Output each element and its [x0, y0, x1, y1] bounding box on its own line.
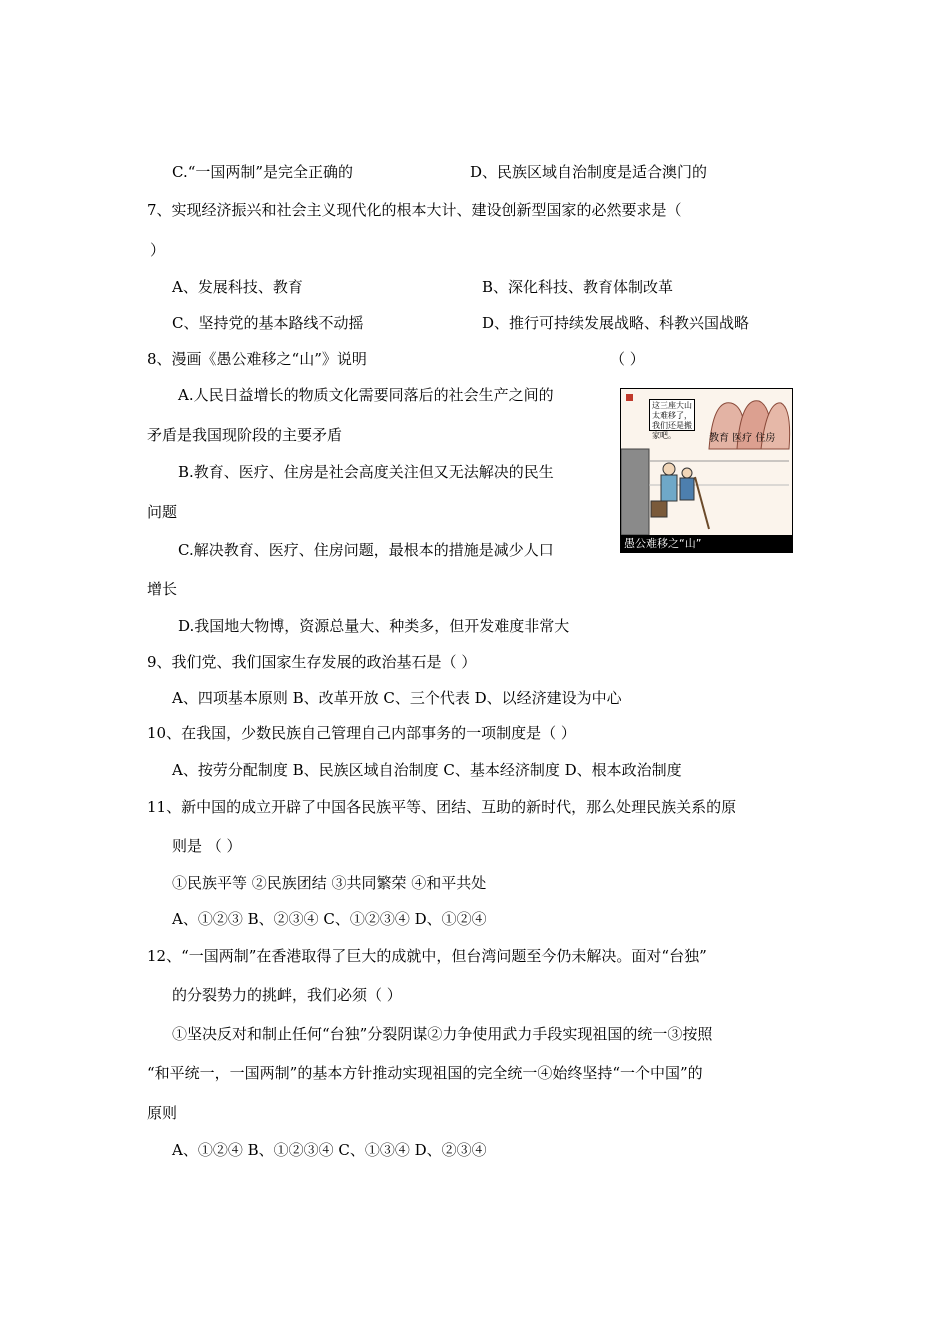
text-line-q8a2: 矛盾是我国现阶段的主要矛盾 — [147, 426, 343, 444]
text-line-q11o: A、①②③ B、②③④ C、①②③④ D、①②④ — [172, 910, 487, 928]
text-line-q8c1: C.解决教育、医疗、住房问题，最根本的措施是减少人口 — [178, 541, 554, 559]
text-line-q7c: C、坚持党的基本路线不动摇 — [172, 314, 364, 332]
text-line-q7bb: B、深化科技、教育体制改革 — [482, 278, 674, 296]
text-line-q12i3: 原则 — [147, 1104, 178, 1122]
text-line-q12o: A、①②④ B、①②③④ C、①③④ D、②③④ — [172, 1141, 487, 1159]
text-line-q11i: ①民族平等 ②民族团结 ③共同繁荣 ④和平共处 — [172, 874, 487, 892]
text-line-q8p: （ ） — [610, 350, 645, 368]
text-line-q8a1: A.人民日益增长的物质文化需要同落后的社会生产之间的 — [178, 386, 554, 404]
text-line-q7a: A、发展科技、教育 — [172, 278, 303, 296]
text-line-q10: 10、在我国，少数民族自己管理自己内部事务的一项制度是（ ） — [147, 724, 576, 742]
text-line-q8: 8、漫画《愚公难移之“山”》说明 — [147, 350, 367, 368]
text-line-q9: 9、我们党、我们国家生存发展的政治基石是（ ） — [147, 653, 477, 671]
mountain-labels: 教育 医疗 住房 — [709, 433, 776, 444]
text-line-q8d: D.我国地大物博，资源总量大、种类多，但开发难度非常大 — [178, 617, 570, 635]
text-line-q12i1: ①坚决反对和制止任何“台独”分裂阴谋②力争使用武力手段实现祖国的统一③按照 — [172, 1025, 713, 1043]
text-line-q8c2: 增长 — [147, 580, 178, 598]
cartoon-caption: 愚公难移之“山” — [621, 535, 792, 552]
text-line-q6c: C.“一国两制”是完全正确的 — [172, 163, 354, 181]
text-line-q7d: D、推行可持续发展战略、科教兴国战略 — [482, 314, 750, 332]
cartoon-drawing — [621, 389, 792, 552]
text-line-q7: 7、实现经济振兴和社会主义现代化的根本大计、建设创新型国家的必然要求是（ — [147, 201, 682, 219]
text-line-q8b1: B.教育、医疗、住房是社会高度关注但又无法解决的民生 — [178, 463, 554, 481]
text-line-q10o: A、按劳分配制度 B、民族区域自治制度 C、基本经济制度 D、根本政治制度 — [172, 761, 682, 779]
text-line-q12i2: “和平统一，一国两制”的基本方针推动实现祖国的完全统一④始终坚持“一个中国”的 — [147, 1064, 703, 1082]
text-line-q7b: ） — [150, 241, 166, 259]
speech-bubble: 这三座大山太难移了，我们还是搬家吧。 — [649, 399, 695, 431]
text-line-q6d: D、民族区域自治制度是适合澳门的 — [470, 163, 708, 181]
text-line-q9o: A、四项基本原则 B、改革开放 C、三个代表 D、以经济建设为中心 — [172, 689, 622, 707]
text-line-q12: 12、“一国两制”在香港取得了巨大的成就中，但台湾问题至今仍未解决。面对“台独” — [147, 947, 707, 965]
text-line-q11b: 则是 （ ） — [172, 837, 242, 855]
text-line-q11: 11、新中国的成立开辟了中国各民族平等、团结、互助的新时代，那么处理民族关系的原 — [147, 798, 737, 816]
cartoon-image — [620, 388, 793, 553]
text-line-q8b2: 问题 — [147, 503, 178, 521]
text-line-q12b: 的分裂势力的挑衅，我们必须（ ） — [172, 986, 402, 1004]
